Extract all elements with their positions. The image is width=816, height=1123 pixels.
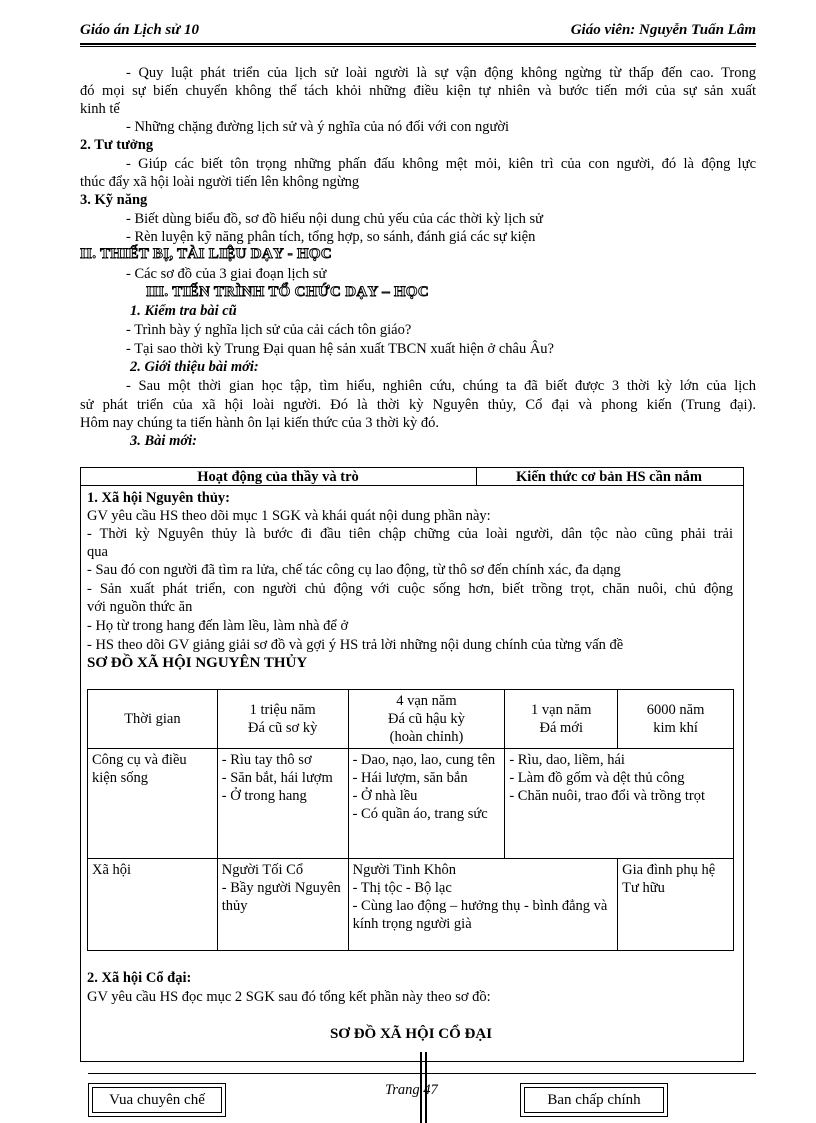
- text-line: - Các sơ đồ của 3 giai đoạn lịch sử: [126, 266, 327, 282]
- header-cell: 6000 năm kim khí: [618, 690, 734, 749]
- text-line: - Tại sao thời kỳ Trung Đại quan hệ sản xuất TBCN xuất hiện ở châu Âu?: [126, 341, 554, 357]
- header-left: Giáo án Lịch sử 10: [80, 22, 199, 38]
- diagram-box-left-label: Vua chuyên chế: [92, 1087, 222, 1113]
- text-line: - Họ từ trong hang đến làm lều, làm nhà để ở: [87, 618, 349, 634]
- text-line: - Giúp các biết tôn trọng những phấn đấu không mệt mỏi, kiên trì của con người, đó là động lực: [126, 156, 756, 172]
- section-heading: 3. Kỹ năng: [80, 192, 148, 208]
- text-line: Hôm nay chúng ta tiến hành ôn lại kiến thức của 3 thời kỳ đó.: [80, 415, 440, 431]
- diagram-title: SƠ ĐỒ XÃ HỘI CỔ ĐẠI: [329, 1026, 493, 1042]
- column-header-knowledge: Kiến thức cơ bản HS cần nắm: [516, 469, 702, 485]
- header-cell: 4 vạn năm Đá cũ hậu kỳ (hoàn chỉnh): [348, 690, 505, 749]
- text-line: thúc đẩy xã hội loài người tiến lên không ngừng: [80, 174, 360, 190]
- text-line: - Sau đó con người đã tìm ra lửa, chế tác công cụ lao động, từ thô sơ đến chính xác, đa dạng: [87, 562, 621, 578]
- diagram-box-right-label: Ban chấp chính: [524, 1087, 664, 1113]
- part-heading: 2. Xã hội Cổ đại:: [87, 970, 192, 986]
- text-line: GV yêu cầu HS theo dõi mục 1 SGK và khái quát nội dung phần này:: [87, 508, 491, 524]
- header-cell: 1 vạn năm Đá mới: [505, 690, 618, 749]
- text-line: - Biết dùng biểu đồ, sơ đồ hiểu nội dung chủ yếu của các thời kỳ lịch sử: [126, 211, 544, 227]
- text-line: - Rèn luyện kỹ năng phân tích, tổng hợp, so sánh, đánh giá các sự kiện: [126, 229, 536, 245]
- section-title: III. TIẾN TRÌNH TỔ CHỨC DẠY – HỌC: [146, 284, 430, 300]
- text-line: kinh tế: [80, 101, 120, 117]
- table-cell: Gia đình phụ hệ Tư hữu: [618, 859, 734, 951]
- table-cell: Xã hội: [88, 859, 218, 951]
- text-line: GV yêu cầu HS đọc mục 2 SGK sau đó tổng kết phần này theo sơ đồ:: [87, 989, 491, 1005]
- table-cell: Công cụ và điều kiện sống: [88, 749, 218, 859]
- text-line: sử phát triển của xã hội loài người. Đó là thời kỳ Nguyên thủy, Cổ đại và phong kiến (Trung đại).: [80, 397, 756, 413]
- table-cell: Người Tối Cổ - Bầy người Nguyên thủy: [217, 859, 348, 951]
- text-line: - Sản xuất phát triển, con người chủ động với cuộc sống hơn, biết trồng trọt, chăn nuôi, chủ động: [87, 581, 733, 597]
- diagram-box-left: [88, 1083, 226, 1117]
- page-number: Trang 47: [385, 1082, 438, 1098]
- text-line: đó mọi sự biến chuyển không thể tách khỏi những điều kiện tự nhiên và bước tiến mới của sự sản xuất: [80, 83, 756, 99]
- header-right: Giáo viên: Nguyễn Tuấn Lâm: [570, 22, 756, 38]
- header-rule-thin: [80, 46, 756, 47]
- text-line: - Sau một thời gian học tập, tìm hiểu, nghiên cứu, chúng ta đã biết được 3 thời kỳ lớn của lịch: [126, 378, 756, 394]
- primitive-society-diagram: [87, 689, 734, 951]
- text-line: - Những chặng đường lịch sử và ý nghĩa của nó đối với con người: [126, 119, 510, 135]
- footer-rule: [88, 1073, 756, 1074]
- table-cell: - Rìu tay thô sơ - Săn bắt, hái lượm - Ở trong hang: [217, 749, 348, 859]
- header-cell: 1 triệu năm Đá cũ sơ kỳ: [217, 690, 348, 749]
- diagram-box-right: [520, 1083, 668, 1117]
- text-line: qua: [87, 544, 108, 560]
- table-cell: - Rìu, dao, liềm, hái - Làm đồ gốm và dệt thủ công - Chăn nuôi, trao đổi và trồng trọt: [505, 749, 734, 859]
- text-line: - HS theo dõi GV giảng giải sơ đồ và gợi ý HS trả lời những nội dung chính của từng vấn đề: [87, 637, 624, 653]
- header-cell: Thời gian: [88, 690, 218, 749]
- section-heading: 2. Tư tưởng: [80, 137, 154, 153]
- column-header-activities: Hoạt động của thầy và trò: [197, 469, 359, 485]
- subsection-heading: 2. Giới thiệu bài mới:: [130, 359, 259, 375]
- text-line: - Thời kỳ Nguyên thủy là bước đi đầu tiên chập chững của loài người, dân tộc nào cũng phải trải: [87, 526, 733, 542]
- table-cell: Người Tinh Khôn - Thị tộc - Bộ lạc - Cùng lao động – hưởng thụ - bình đẳng và kính trọng người già: [348, 859, 618, 951]
- subsection-heading: 1. Kiểm tra bài cũ: [130, 303, 237, 319]
- text-line: - Quy luật phát triển của lịch sử loài người là sự vận động không ngừng từ thấp đến cao. Trong: [126, 65, 756, 81]
- text-line: với nguồn thức ăn: [87, 599, 193, 615]
- text-line: - Trình bày ý nghĩa lịch sử của cải cách tôn giáo?: [126, 322, 412, 338]
- section-title: II. THIẾT BỊ, TÀI LIỆU DẠY - HỌC: [80, 246, 333, 262]
- diagram-title: SƠ ĐỒ XÃ HỘI NGUYÊN THỦY: [87, 655, 308, 671]
- subsection-heading: 3. Bài mới:: [130, 433, 197, 449]
- part-heading: 1. Xã hội Nguyên thủy:: [87, 490, 231, 506]
- table-cell: - Dao, nạo, lao, cung tên - Hái lượm, săn bắn - Ở nhà lều - Có quần áo, trang sức: [348, 749, 505, 859]
- header-rule: [80, 43, 756, 45]
